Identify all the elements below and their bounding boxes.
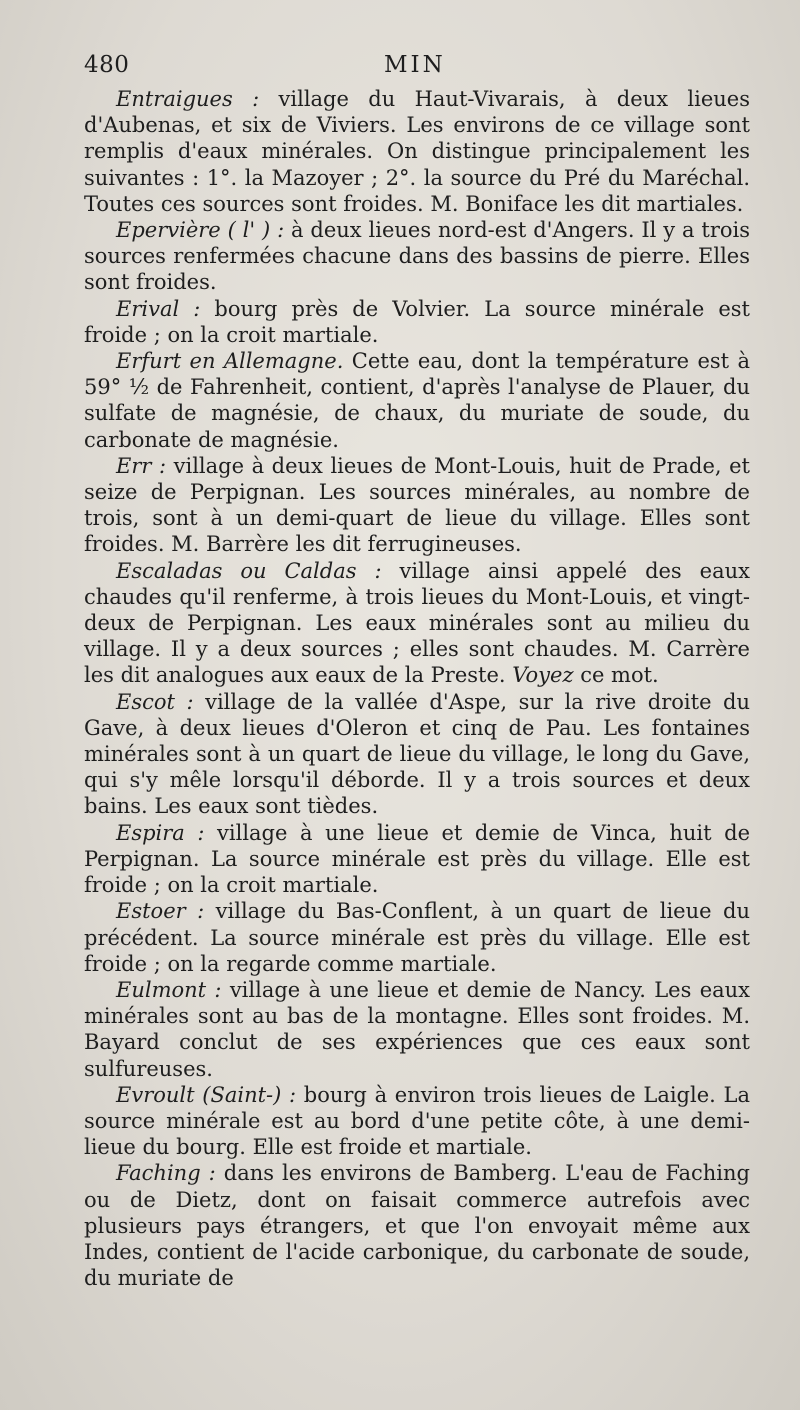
- entry-headword: Err :: [116, 453, 167, 478]
- entry-text: village à deux lieues de Mont-Louis, huit de Prade, et seize de Perpignan. Les sources minérales, au nombre de trois, sont à un demi-quart de lieue du village. Elles sont froides. M. Barrère les dit ferrugineuses.: [84, 453, 750, 557]
- entry-text: bourg près de Volvier. La source minérale est froide ; on la croit martiale.: [84, 296, 750, 347]
- entry-text: village ainsi appelé des eaux chaudes qu'il renferme, à trois lieues du Mont-Louis, et vingt-deux de Perpignan. Les eaux minérales sont au milieu du village. Il y a deux sources ; elles sont chaudes. M. Carrère les dit analogues aux eaux de la Preste.: [84, 558, 750, 688]
- entry-headword: Epervière ( l' ) :: [116, 218, 285, 243]
- entry-text: village à une lieue et demie de Nancy. Les eaux minérales sont au bas de la montagne. Elles sont froides. M. Bayard conclut de ses expériences que ces eaux sont sulfureuses.: [84, 977, 751, 1081]
- entry-err: [84, 453, 750, 558]
- entry-text: dans les environs de Bamberg. L'eau de Faching ou de Dietz, dont on faisait commerce autrefois avec plusieurs pays étrangers, et que l'on envoyait même aux Indes, contient de l'acide carbonique, du carbonate de soude, du muriate de: [84, 1161, 750, 1291]
- entry-entraigues: [84, 86, 750, 217]
- entry-cross-reference: Voyez: [512, 663, 574, 688]
- entry-text: village du Bas-Conflent, à un quart de lieue du précédent. La source minérale est près du village. Elle est froide ; on la regarde comme martiale.: [84, 899, 750, 976]
- entry-escot: [84, 689, 750, 820]
- entry-headword: Escaladas ou Caldas :: [116, 558, 382, 583]
- entry-espira: [84, 820, 750, 899]
- page-number: 480: [84, 52, 130, 78]
- entry-faching: [84, 1160, 750, 1291]
- running-head: MIN: [384, 52, 446, 78]
- entry-eulmont: [84, 977, 750, 1082]
- entry-text: village à une lieue et demie de Vinca, huit de Perpignan. La source minérale est près du village. Elle est froide ; on la croit martiale.: [84, 820, 751, 898]
- entry-eperviere: [84, 217, 750, 296]
- entry-headword: Evroult (Saint-) :: [116, 1082, 297, 1107]
- entry-estoer: [84, 898, 750, 977]
- entry-headword: Espira :: [116, 820, 205, 845]
- entry-text: à deux lieues nord-est d'Angers. Il y a trois sources renfermées chacune dans des bassins de pierre. Elles sont froides.: [84, 218, 751, 295]
- entry-evroult: [84, 1082, 750, 1161]
- entry-headword: Erfurt en Allemagne.: [116, 349, 344, 374]
- entry-text: village de la vallée d'Aspe, sur la rive droite du Gave, à deux lieues d'Oleron et cinq de Pau. Les fontaines minérales sont à un quart de lieue du village, le long du Gave, qui s'y mêle lorsqu'il déborde. Il y a trois sources et deux bains. Les eaux sont tièdes.: [84, 689, 751, 819]
- entry-erival: [84, 296, 750, 348]
- entry-headword: Faching :: [116, 1161, 216, 1186]
- page-header: [84, 48, 750, 86]
- entry-headword: Escot :: [116, 689, 194, 714]
- entry-escaladas: [84, 558, 750, 689]
- entry-headword: Entraigues :: [116, 87, 260, 111]
- entry-text: Cette eau, dont la température est à 59° ½ de Fahrenheit, contient, d'après l'analyse de Plauer, du sulfate de magnésie, de chaux, du muriate de soude, du carbonate de magnésie.: [84, 349, 751, 452]
- entry-text: bourg à environ trois lieues de Laigle. La source minérale est au bord d'une petite côte, à une demi-lieue du bourg. Elle est froide et martiale.: [84, 1082, 750, 1160]
- entry-text-tail: ce mot.: [573, 663, 659, 688]
- entry-erfurt: [84, 348, 750, 453]
- entry-headword: Erival :: [116, 296, 201, 321]
- entry-text: village du Haut-Vivarais, à deux lieues d'Aubenas, et six de Viviers. Les environs de ce village sont remplis d'eaux minérales. On distingue principalement les suivantes : 1°. la Mazoyer ; 2°. la source du Pré du Maréchal. Toutes ces sources sont froides. M. Boniface les dit martiales.: [84, 87, 750, 216]
- entry-headword: Estoer :: [116, 899, 205, 924]
- entry-headword: Eulmont :: [116, 977, 222, 1002]
- text-block: [84, 48, 750, 1291]
